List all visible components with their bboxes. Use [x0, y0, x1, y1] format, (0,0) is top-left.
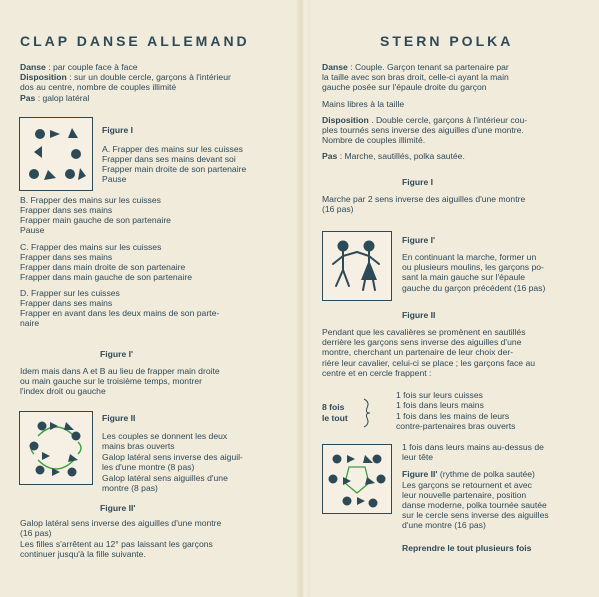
right-closing: Reprendre le tout plusieurs fois: [402, 543, 532, 553]
left-figure1-heading: Figure I: [102, 125, 134, 135]
right-disposition: Disposition . Double cercle, garçons à l'intérieur cou-: [322, 115, 528, 125]
right-fig2-line: rière leur cavalier, celui-ci se place ; les garçons face au: [322, 358, 536, 368]
left-fig1-a-line: Frapper dans ses mains devant soi: [102, 154, 236, 164]
right-fig2-line: Pendant que les cavalières se promènent en sautillés: [322, 327, 526, 337]
left-fig1-c-line: C. Frapper des mains sur les cuisses: [20, 242, 162, 252]
left-fig1-a-line: Pause: [102, 174, 127, 184]
circle-formation-diagram-icon: [322, 444, 392, 514]
left-fig1p-line: Idem mais dans A et B au lieu de frapper main droite: [20, 366, 220, 376]
left-fig1p-line: ou main gauche sur le troisième temps, montrer: [20, 376, 202, 386]
right-fig1-line: (16 pas): [322, 204, 354, 214]
left-fig2-line: Galop latéral sens inverse des aiguil-: [102, 452, 243, 462]
right-figure2prime-heading: Figure II' (rythme de polka sautée): [402, 469, 535, 479]
right-disposition-line: Nombre de couples illimité.: [322, 135, 426, 145]
left-disposition-2: dos au centre, nombre de couples illimité: [20, 82, 177, 92]
right-fig2-after-line: leur tête: [402, 452, 434, 462]
page-fold: [296, 0, 310, 597]
right-fig2p-line: d'une montre (16 pas): [402, 520, 486, 530]
left-fig2-line: mains bras ouverts: [102, 441, 175, 451]
left-fig2p-line: Les filles s'arrêtent au 12° pas laissant les garçons: [20, 539, 213, 549]
right-figure1prime-heading: Figure I': [402, 235, 436, 245]
left-fig2-line: montre (8 pas): [102, 483, 158, 493]
right-fig2p-line: Les garçons se retournent et avec: [402, 480, 532, 490]
left-fig2p-line: continuer jusqu'à la fille suivante.: [20, 549, 146, 559]
couple-figures-icon: [322, 231, 392, 301]
right-fig2-after-line: 1 fois dans leurs mains au-dessus de: [402, 442, 544, 452]
left-fig2p-line: Galop latéral sens inverse des aiguilles d'une montre: [20, 518, 222, 528]
right-fig1p-line: gauche du garçon précédent (16 pas): [402, 283, 546, 293]
left-figure1prime-heading: Figure I': [100, 349, 134, 359]
right-fig2p-line: danse moderne, polka tournée sautée: [402, 500, 547, 510]
left-fig2-line: les d'une montre (8 pas): [102, 462, 195, 472]
right-disposition-line: ples tournés sens inverse des aiguilles d'une montre.: [322, 125, 524, 135]
left-title: CLAP DANSE ALLEMAND: [20, 33, 250, 49]
moulin-diagram-icon: [19, 411, 93, 485]
left-fig1-c-line: Frapper dans ses mains: [20, 252, 113, 262]
right-title: STERN POLKA: [380, 33, 514, 49]
right-figure2-heading: Figure II: [402, 310, 436, 320]
left-fig1-d-line: Frapper dans ses mains: [20, 298, 113, 308]
right-fig1p-line: ou plusieurs moulins, les garçons po-: [402, 262, 544, 272]
right-mains-libres: Mains libres à la taille: [322, 99, 405, 109]
left-fig2-line: Galop latéral sens aiguilles d'une: [102, 473, 228, 483]
right-danse: Danse : Couple. Garçon tenant sa partenaire par: [322, 62, 509, 72]
left-fig1-d-line: Frapper en avant dans les deux mains de son parte-: [20, 308, 220, 318]
left-fig1-b-line: Frapper main gauche de son partenaire: [20, 215, 171, 225]
left-fig1-c-line: Frapper dans main gauche de son partenaire: [20, 272, 192, 282]
right-repeat-line: 1 fois sur leurs cuisses: [396, 390, 483, 400]
right-repeat-line: 1 fois dans leurs mains: [396, 400, 484, 410]
right-fig2-line: derrière les garçons sens inverse des aiguilles d'une: [322, 337, 522, 347]
left-fig2-line: Les couples se donnent les deux: [102, 431, 228, 441]
left-fig1-a-line: Frapper main droite de son partenaire: [102, 164, 247, 174]
repeat-label: 8 fois: [322, 402, 345, 412]
right-repeat-line: 1 fois dans les mains de leurs: [396, 411, 510, 421]
left-danse: Danse : par couple face à face: [20, 62, 138, 72]
right-column: [310, 0, 599, 597]
left-fig1-b-line: Frapper dans ses mains: [20, 205, 113, 215]
repeat-label: le tout: [322, 413, 348, 423]
right-fig2p-line: sur le cercle sens inverse des aiguilles: [402, 510, 549, 520]
right-danse-line: la taille avec son bras droit, celle-ci ayant la main: [322, 72, 509, 82]
right-fig2-line: montre, cherchant un partenaire de leur choix der-: [322, 347, 514, 357]
left-figure2prime-heading: Figure II': [100, 503, 136, 513]
left-fig1p-line: l'index droit ou gauche: [20, 386, 106, 396]
right-fig1p-line: En continuant la marche, former un: [402, 252, 537, 262]
right-fig1p-line: sant la main gauche sur l'épaule: [402, 272, 525, 282]
left-fig1-c-line: Frapper dans main droite de son partenaire: [20, 262, 186, 272]
left-fig1-a-line: A. Frapper des mains sur les cuisses: [102, 144, 243, 154]
left-column: [0, 0, 296, 597]
left-figure2-heading: Figure II: [102, 413, 136, 423]
left-fig1-d-line: naire: [20, 318, 40, 328]
left-fig2p-line: (16 pas): [20, 528, 52, 538]
right-fig2p-line: leur nouvelle partenaire, position: [402, 490, 527, 500]
left-pas: Pas : galop latéral: [20, 93, 90, 103]
left-fig1-b-line: Pause: [20, 225, 45, 235]
right-pas: Pas : Marche, sautillés, polka sautée.: [322, 151, 465, 161]
right-repeat-line: contre-partenaires bras ouverts: [396, 421, 516, 431]
right-fig2-line: centre et en cercle frappent :: [322, 368, 432, 378]
circle-formation-diagram-icon: [19, 117, 93, 191]
left-disposition: Disposition : sur un double cercle, garçons à l'intérieur: [20, 72, 231, 82]
left-fig1-d-line: D. Frapper sur les cuisses: [20, 288, 120, 298]
right-danse-line: gauche posée sur l'épaule droite du garçon: [322, 82, 487, 92]
right-figure1-heading: Figure I: [402, 177, 434, 187]
repeat-brace-icon: [362, 398, 372, 428]
right-fig1-line: Marche par 2 sens inverse des aiguilles d'une montre: [322, 194, 526, 204]
left-fig1-b-line: B. Frapper des mains sur les cuisses: [20, 195, 161, 205]
